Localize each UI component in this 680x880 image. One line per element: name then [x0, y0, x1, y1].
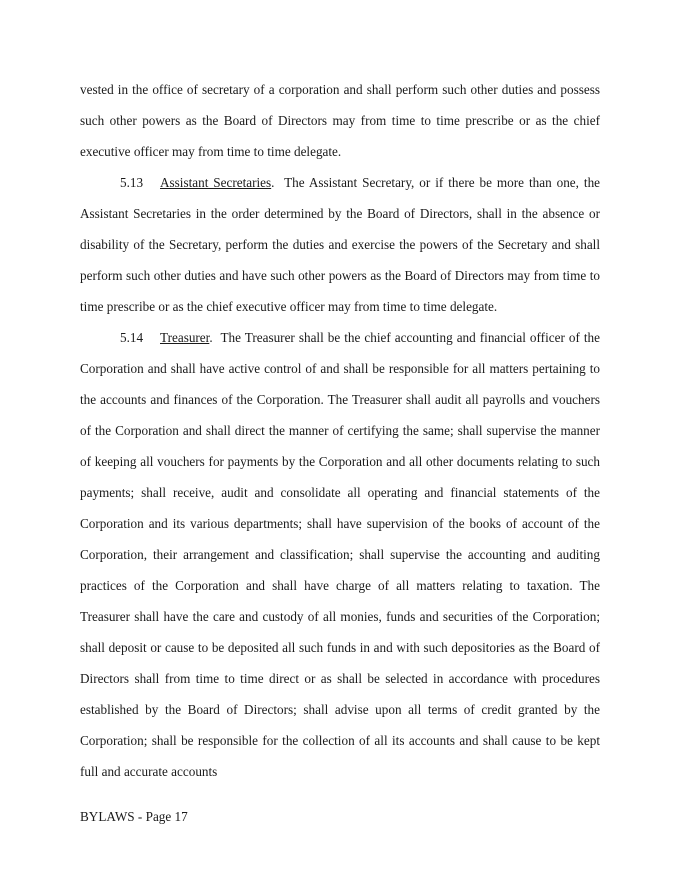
continuation-text: vested in the office of secretary of a corporation and shall perform such other duties and possess such other powers as the Board of Directors may from time to time prescribe or as the chief executive officer may from time to time delegate.: [80, 82, 600, 159]
continuation-paragraph: [80, 74, 600, 167]
section-title: Treasurer: [160, 330, 210, 345]
section-title-punct: .: [271, 175, 275, 190]
section-paragraph-5-13: [80, 167, 600, 322]
section-title: Assistant Secretaries: [160, 175, 272, 190]
page-footer: BYLAWS - Page 17: [80, 809, 188, 824]
section-body: The Treasurer shall be the chief accounting and financial officer of the Corporation and shall have active control of and shall be responsible for all matters pertaining to the accounts and finances of the Corporation. The Treasurer shall audit all payrolls and vouchers of the Corporation and shall direct the manner of certifying the same; shall supervise the manner of keeping all vouchers for payments by the Corporation and all other documents relating to such payments; shall receive, audit and consolidate all operating and financial statements of the Corporation and its various departments; shall have supervision of the books of account of the Corporation, their arrangement and classification; shall supervise the accounting and auditing practices of the Corporation and shall have charge of all matters relating to taxation. The Treasurer shall have the care and custody of all monies, funds and securities of the Corporation; shall deposit or cause to be deposited all such funds in and with such depositories as the Board of Directors shall from time to time direct or as shall be selected in accordance with procedures established by the Board of Directors; shall advise upon all terms of credit granted by the Corporation; shall be responsible for the collection of all its accounts and shall cause to be kept full and accurate accounts: [80, 330, 600, 779]
section-number: 5.13: [120, 175, 144, 190]
section-paragraph-5-14: [80, 322, 600, 787]
section-body: The Assistant Secretary, or if there be more than one, the Assistant Secretaries in the order determined by the Board of Directors, shall in the absence or disability of the Secretary, perform the duties and exercise the powers of the Secretary and shall perform such other duties and have such other powers as the Board of Directors may from time to time prescribe or as the chief executive officer may from time to time delegate.: [80, 175, 601, 314]
section-title-punct: .: [209, 330, 213, 345]
section-number: 5.14: [120, 330, 144, 345]
document-body: [80, 74, 600, 787]
